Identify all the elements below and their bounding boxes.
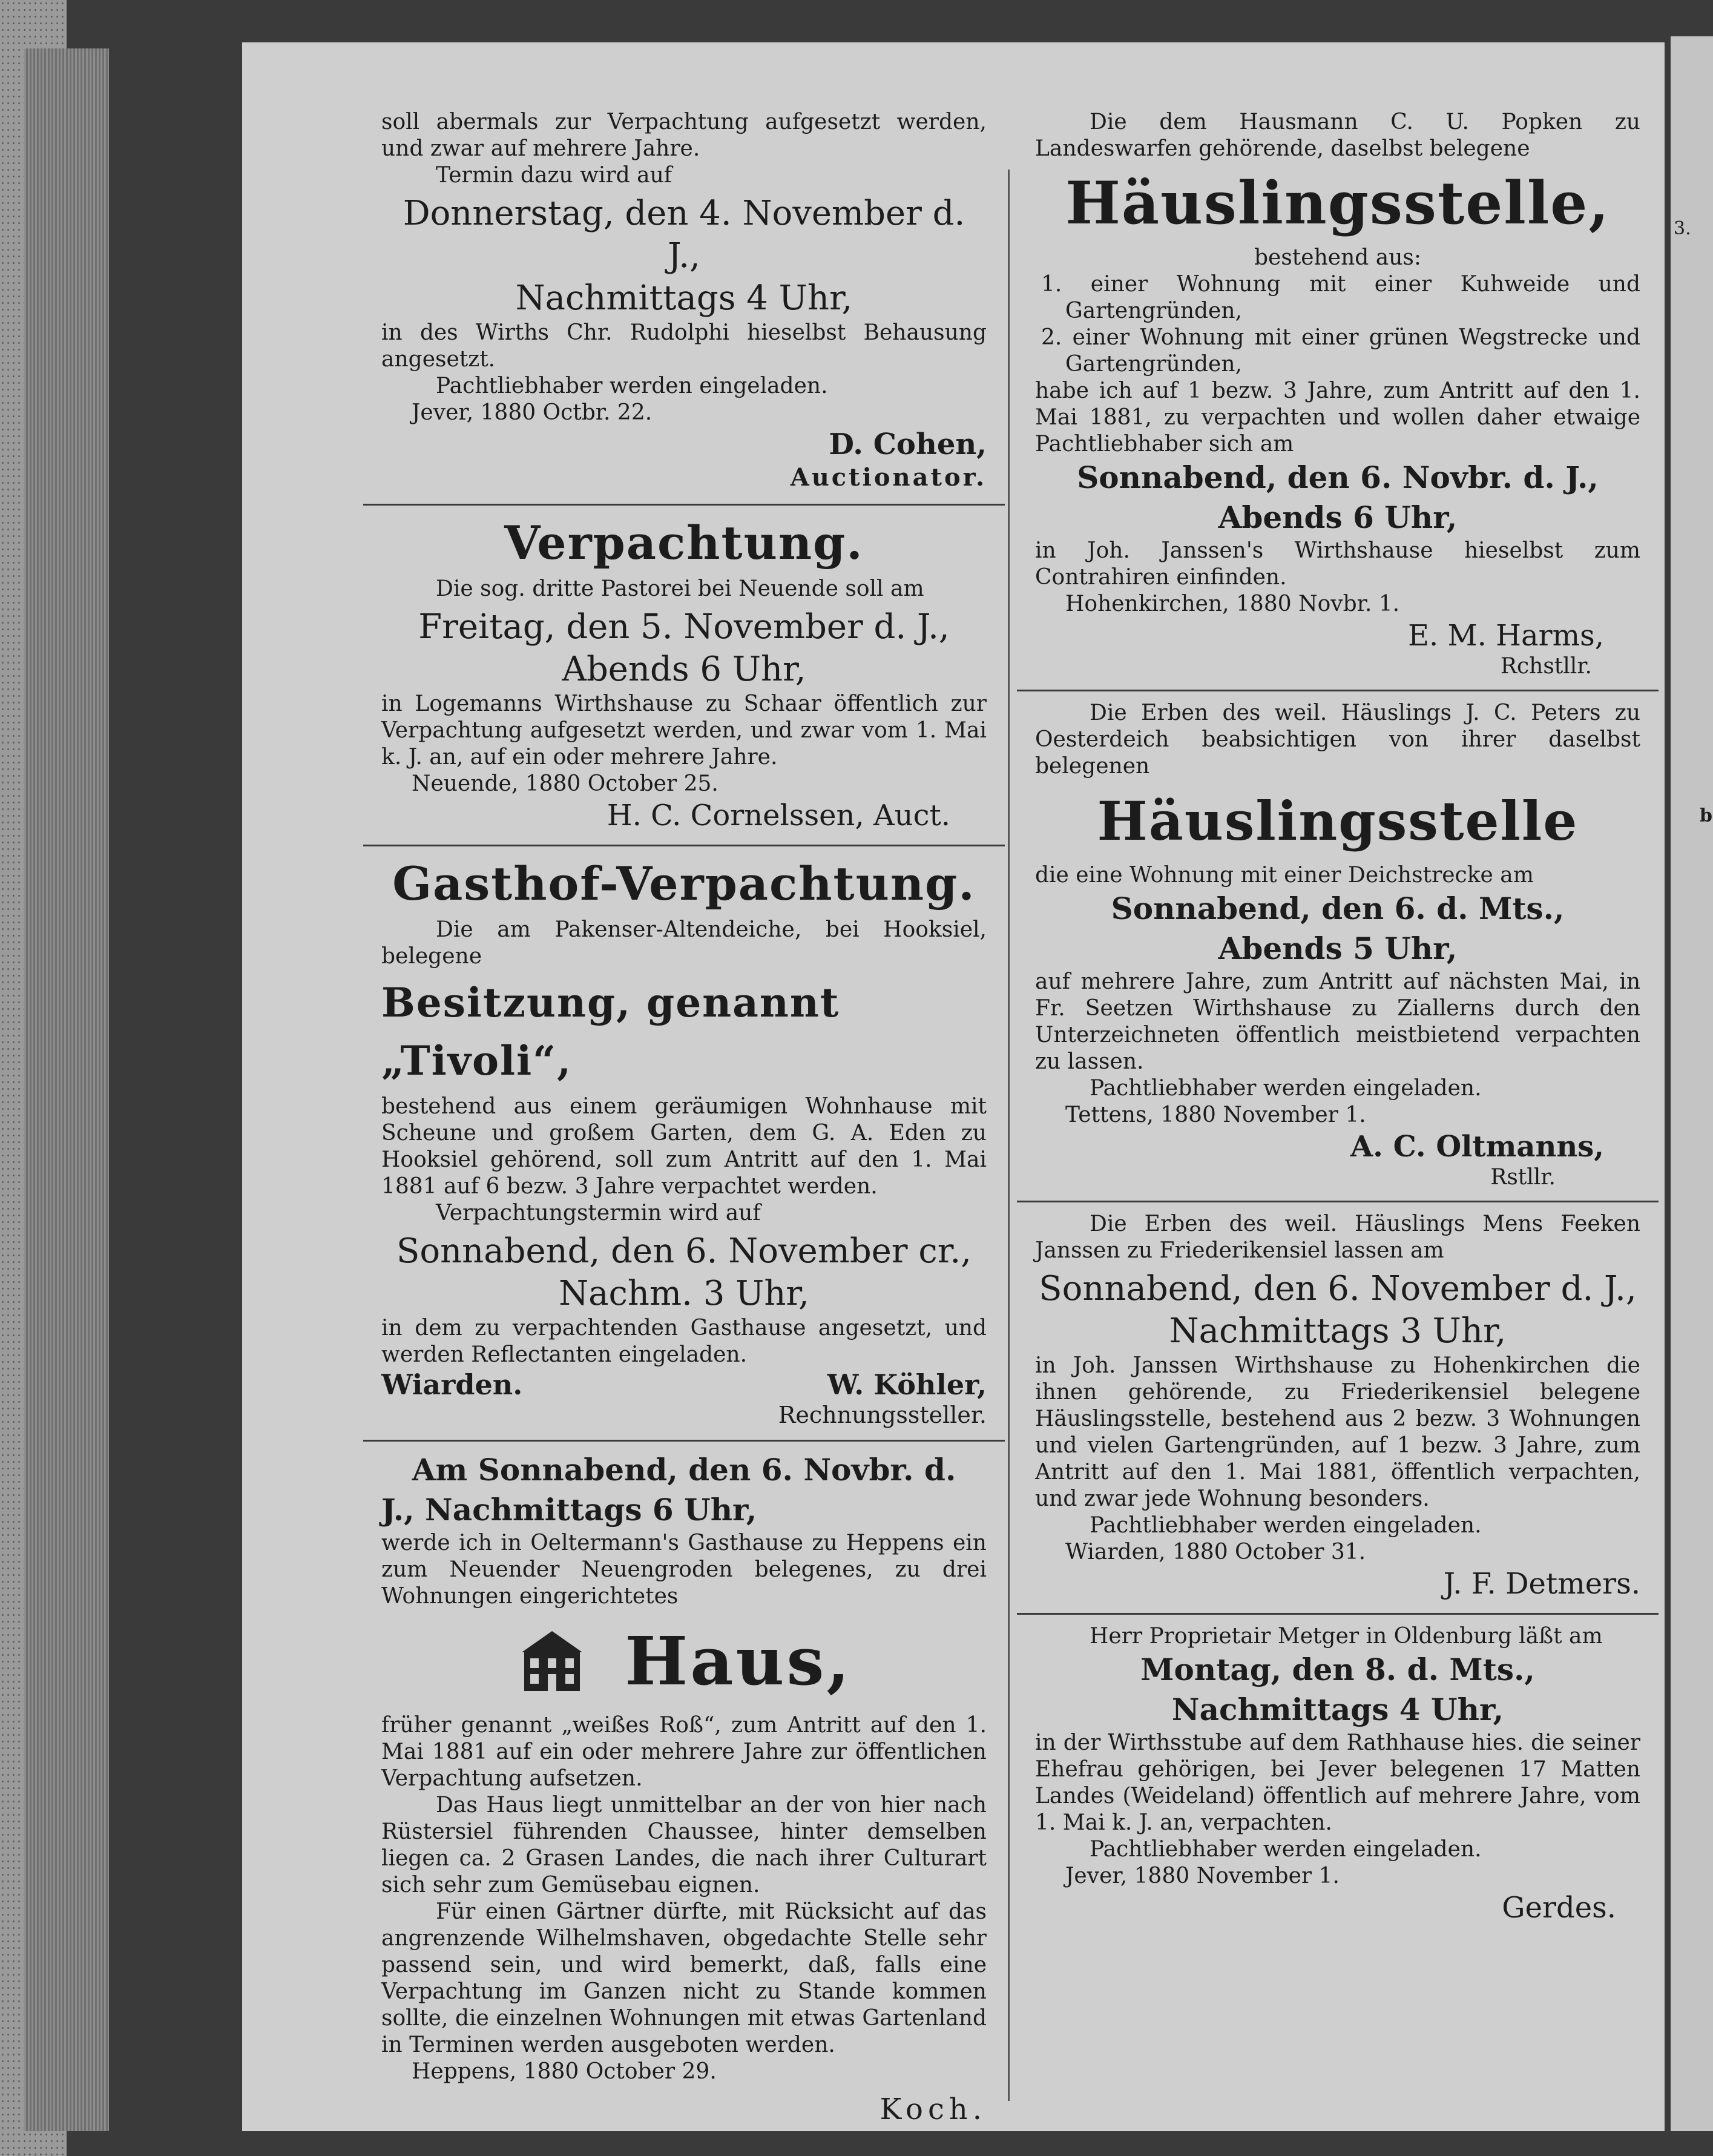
ad-signature-title: Rstllr. (1490, 1165, 1556, 1190)
ad-haeuslingsstelle-peters (1035, 700, 1640, 1190)
ad-heading-line: J., Nachmittags 6 Uhr, (381, 1492, 757, 1528)
ad-date: Donnerstag, den 4. November d. J., (403, 194, 965, 275)
ad-text: werde ich in Oeltermann's Gasthause zu Heppens ein zum Neuender Neuengroden belegenes, zu drei Wohnungen eingerichtetes (381, 1531, 987, 1609)
ad-heading: Häuslingsstelle, (1065, 169, 1610, 237)
ad-haeuslingsstelle-popken (1035, 109, 1640, 679)
ad-text: in Logemanns Wirthshause zu Schaar öffentlich zur Verpachtung aufgesetzt werden, und zwar vom 1. Mai k. J. an, auf ein oder mehrere Jahre. (381, 691, 987, 770)
ad-text: in Joh. Janssen's Wirthshause hieselbst zum Contrahiren einfinden. (1035, 538, 1640, 590)
ad-place: Wiarden. (381, 1368, 523, 1401)
ad-signature-title: Auctionator. (790, 463, 987, 492)
ad-time: Abends 6 Uhr, (1218, 499, 1458, 535)
ad-time: Nachm. 3 Uhr, (559, 1274, 809, 1313)
ad-text: Für einen Gärtner dürfte, mit Rücksicht auf das angrenzende Wilhelmshaven, obgedachte Stelle sehr passend sein, und wird bemerkt, daß, falls eine Verpachtung im Ganzen nicht zu Stande kommen sollte, die einzelnen Wohnungen mit etwas Gartenland in Terminen werden ausgeboten werden. (381, 1899, 987, 2057)
ad-heading-line: Am Sonnabend, den 6. Novbr. d. (412, 1452, 956, 1488)
ad-verpachtung-pastorei (381, 514, 987, 834)
ad-heading: Gasthof-Verpachtung. (392, 857, 976, 911)
ad-signature-title: Rechnungssteller. (778, 1402, 987, 1428)
ad-date: Freitag, den 5. November d. J., (418, 607, 950, 647)
column-divider (1008, 170, 1010, 2101)
ad-text: Pachtliebhaber werden eingeladen. (1090, 1837, 1482, 1862)
ad-date: Montag, den 8. d. Mts., (1140, 1652, 1535, 1687)
ad-place-date: Neuende, 1880 October 25. (412, 771, 718, 796)
ad-text: habe ich auf 1 bezw. 3 Jahre, zum Antritt auf den 1. Mai 1881, zu verpachten und wollen daher etwaige Pachtliebhaber sich am (1035, 378, 1640, 457)
ad-text: Die dem Hausmann C. U. Popken zu Landeswarfen gehörende, daselbst belegene (1035, 110, 1640, 161)
ad-text: früher genannt „weißes Roß“, zum Antritt auf den 1. Mai 1881 auf ein oder mehrere Jahre zur öffentlichen Verpachtung aufsetzen. (381, 1713, 987, 1791)
ad-signature: E. M. Harms, (1407, 619, 1604, 653)
ad-subject-row (381, 1622, 987, 1700)
ad-text: in Joh. Janssen Wirthshause zu Hohenkirchen die ihnen gehörende, zu Friederikensiel belegene Häuslingsstelle, bestehend aus 2 bezw. 3 Wohnungen und vielen Gartengründen, auf 1 bezw. 3 Jahre, zum Antritt auf den 1. Mai 1881, öffentlich verpachten, und zwar jede Wohnung besonders. (1035, 1353, 1640, 1511)
ad-separator (1017, 1201, 1659, 1202)
ad-time: Nachmittags 3 Uhr, (1169, 1311, 1507, 1351)
ad-separator (363, 1440, 1005, 1442)
ad-text: auf mehrere Jahre, zum Antritt auf nächsten Mai, in Fr. Seetzen Wirthshause zu Ziallerns durch den Unterzeichneten öffentlich meistbietend verpachten zu lassen. (1035, 969, 1640, 1074)
ad-signature: Koch. (880, 2092, 987, 2126)
ad-time: Abends 5 Uhr, (1218, 931, 1458, 966)
ad-metger-land (1035, 1623, 1640, 1926)
ad-date: Sonnabend, den 6. d. Mts., (1111, 891, 1565, 926)
ad-text: in der Wirthsstube auf dem Rathhause hies. die seiner Ehefrau gehörigen, bei Jever belegenen 17 Matten Landes (Weideland) öffentlich auf mehrere Jahre, vom 1. Mai k. J. an, verpachten. (1035, 1730, 1640, 1835)
adjacent-page (1671, 36, 1713, 2131)
ad-text: die eine Wohnung mit einer Deichstrecke am (1035, 863, 1534, 888)
ad-place-date: Tettens, 1880 November 1. (1065, 1103, 1366, 1127)
ad-time: Nachmittags 4 Uhr, (1171, 1692, 1504, 1727)
ad-signature: W. Köhler, (827, 1368, 987, 1401)
ad-place-date: Wiarden, 1880 October 31. (1065, 1540, 1366, 1564)
ad-signature: Gerdes. (1502, 1891, 1616, 1925)
list-item: 2. einer Wohnung mit einer grünen Wegstrecke und Gartengründen, (1041, 325, 1640, 377)
ad-text: Die Erben des weil. Häuslings Mens Feeken Janssen zu Friederikensiel lassen am (1035, 1212, 1640, 1263)
ad-signature: H. C. Cornelssen, Auct. (607, 799, 950, 832)
ad-text: bestehend aus einem geräumigen Wohnhause mit Scheune und großem Garten, dem G. A. Eden zu Hooksiel gehörend, soll zum Antritt auf den 1. Mai 1881 auf 6 bezw. 3 Jahre verpachtet werden. (381, 1094, 987, 1199)
ad-text: Das Haus liegt unmittelbar an der von hier nach Rüstersiel führenden Chaussee, hinter demselben liegen ca. 2 Grasen Landes, die nach ihrer Culturart sich sehr zum Gemüsebau eignen. (381, 1793, 987, 1897)
ad-text: in dem zu verpachtenden Gasthause angesetzt, und werden Reflectanten eingeladen. (381, 1316, 987, 1367)
ad-place-date: Jever, 1880 Octbr. 22. (412, 400, 653, 425)
ad-text: Pachtliebhaber werden eingeladen. (1090, 1513, 1482, 1538)
adjacent-page-letter: b (1700, 805, 1712, 826)
book-page-edges (24, 48, 109, 2131)
right-column (1035, 109, 1640, 1926)
ad-heading: Verpachtung. (504, 516, 864, 570)
ad-gasthof-verpachtung (381, 855, 987, 1429)
ad-haeuslingsstelle-janssen (1035, 1211, 1640, 1602)
ad-signature: D. Cohen, (829, 427, 987, 461)
ad-text: Die am Pakenser-Altendeiche, bei Hooksiel, belegene (381, 917, 987, 969)
ad-signature-row (381, 1368, 987, 1401)
ad-date: Sonnabend, den 6. Novbr. d. J., (1077, 460, 1599, 495)
ad-auction-cohen (381, 109, 987, 493)
ad-subject: Haus, (625, 1622, 852, 1700)
ad-text: Die Erben des weil. Häuslings J. C. Peters zu Oesterdeich beabsichtigen von ihrer daselbst belegenen (1035, 701, 1640, 779)
ad-text: in des Wirths Chr. Rudolphi hieselbst Behausung angesetzt. (381, 320, 987, 372)
ad-signature: J. F. Detmers. (1443, 1567, 1640, 1601)
house-icon (516, 1628, 588, 1695)
ad-haus-heppens (381, 1450, 987, 2128)
list-item: 1. einer Wohnung mit einer Kuhweide und Gartengründen, (1041, 272, 1640, 323)
ad-separator (363, 845, 1005, 846)
ad-text: soll abermals zur Verpachtung aufgesetzt werden, und zwar auf mehrere Jahre. (381, 110, 987, 161)
ad-separator (1017, 1613, 1659, 1615)
ad-subject: Besitzung, genannt „Tivoli“, (381, 979, 840, 1084)
ad-text: bestehend aus: (1254, 245, 1421, 270)
ad-place-date: Heppens, 1880 October 29. (412, 2059, 717, 2084)
ad-place-date: Jever, 1880 November 1. (1065, 1864, 1340, 1888)
ad-signature: A. C. Oltmanns, (1350, 1130, 1604, 1164)
ad-text: Termin dazu wird auf (436, 163, 672, 188)
adjacent-page-number: 3. (1674, 218, 1691, 239)
ad-text: Herr Proprietair Metger in Oldenburg läßt am (1090, 1624, 1603, 1649)
ad-date: Sonnabend, den 6. November cr., (396, 1231, 972, 1271)
ad-date: Sonnabend, den 6. November d. J., (1039, 1269, 1637, 1308)
ad-heading: Häuslingsstelle (1097, 790, 1579, 852)
ad-text: Verpachtungstermin wird auf (436, 1201, 761, 1225)
ad-time: Abends 6 Uhr, (562, 650, 806, 689)
ad-text: Pachtliebhaber werden eingeladen. (436, 374, 828, 398)
ad-separator (363, 504, 1005, 506)
ad-signature-title: Rchstllr. (1500, 654, 1592, 679)
ad-separator (1017, 690, 1659, 691)
ad-text: Pachtliebhaber werden eingeladen. (1090, 1076, 1482, 1101)
ad-text: Die sog. dritte Pastorei bei Neuende soll am (436, 576, 924, 601)
ad-place-date: Hohenkirchen, 1880 Novbr. 1. (1065, 592, 1400, 616)
ad-time: Nachmittags 4 Uhr, (515, 279, 853, 318)
left-column (381, 109, 987, 2128)
